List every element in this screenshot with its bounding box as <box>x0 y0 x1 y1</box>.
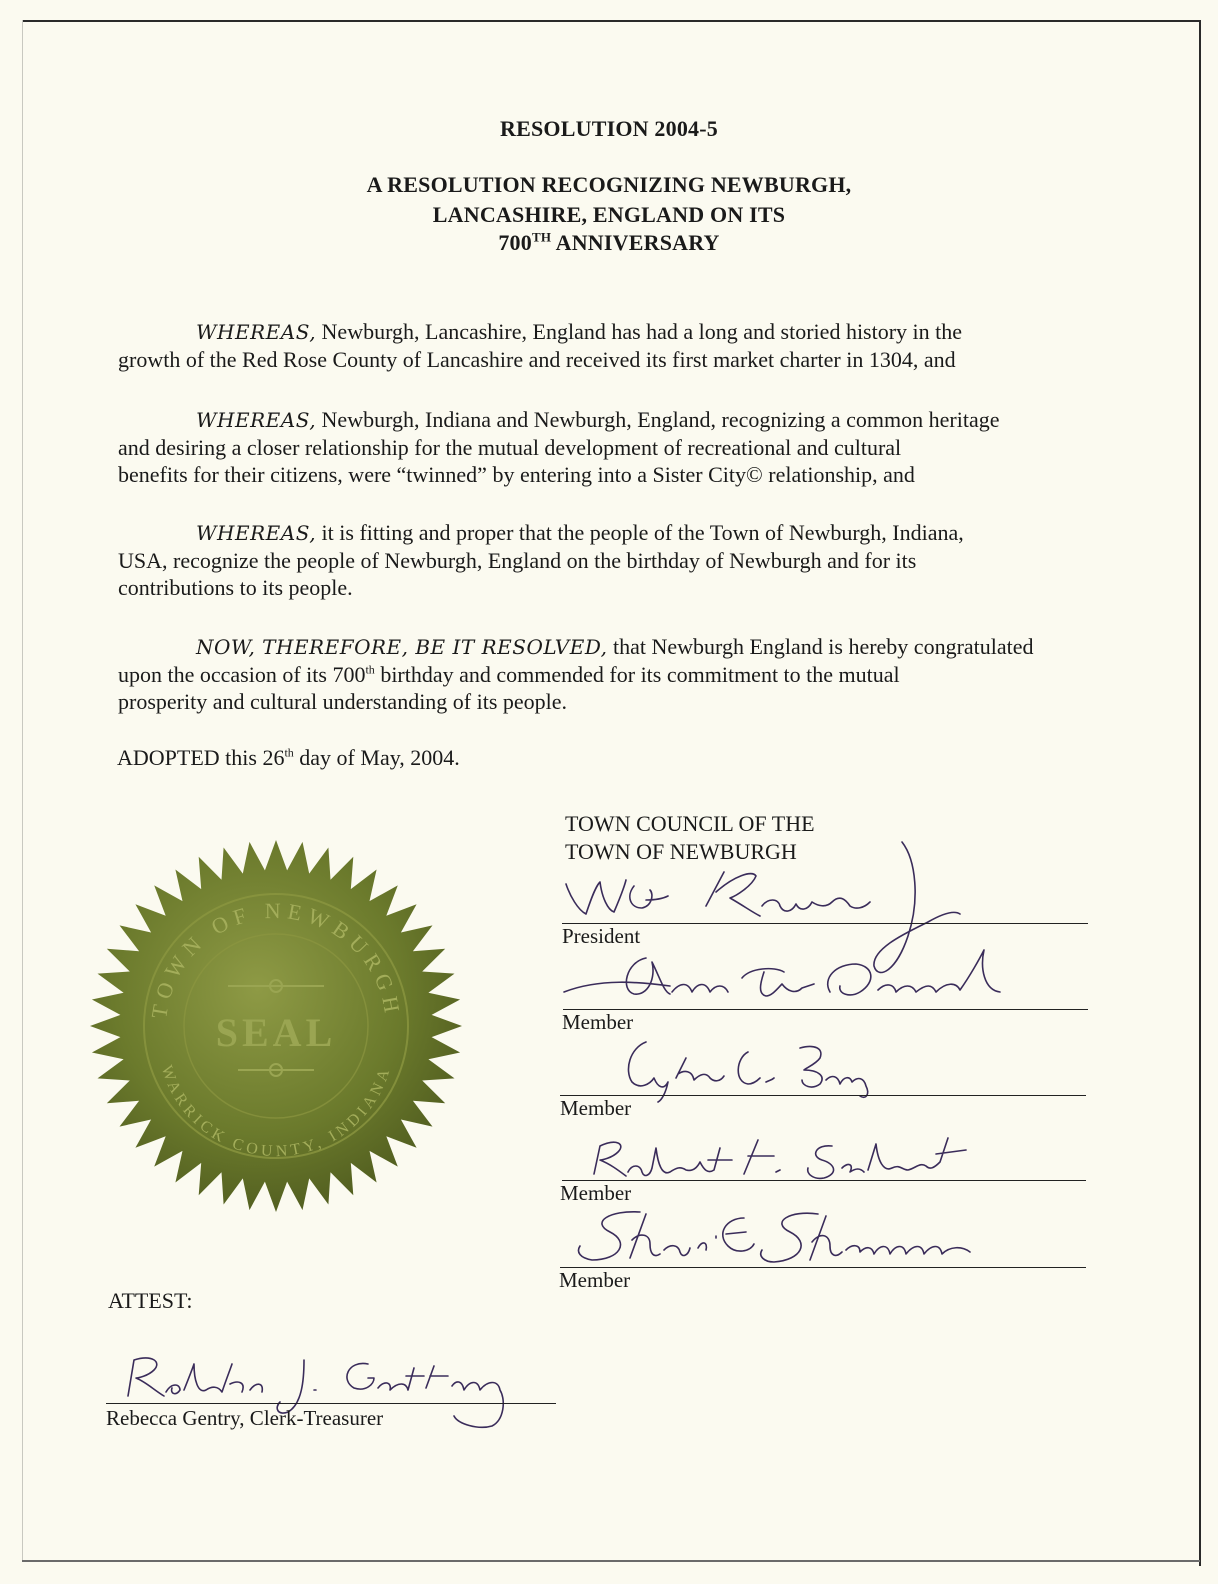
seal-inscription-top: TOWN OF NEWBURGH <box>146 898 406 1021</box>
role-label-member-2: Member <box>560 1096 632 1120</box>
signature-member-1 <box>560 938 1030 1018</box>
whereas-lead: WHEREAS, <box>196 320 317 344</box>
signature-member-2 <box>620 1030 900 1105</box>
signature-line-member-4 <box>560 1267 1086 1268</box>
signature-line-president <box>562 923 1088 924</box>
whereas-paragraph-1: WHEREAS, Newburgh, Lancashire, England has had a long and storied history in the growth of the Red Rose County of Lancashire and received its first market charter in 1304, and <box>118 319 963 372</box>
signature-member-3 <box>586 1128 986 1188</box>
council-heading-line1: TOWN COUNCIL OF THE <box>565 811 815 836</box>
council-heading-line2: TOWN OF NEWBURGH <box>565 839 797 864</box>
role-label-member-4: Member <box>559 1268 631 1292</box>
whereas-lead: WHEREAS, <box>196 521 317 545</box>
resolution-title-line2: LANCASHIRE, ENGLAND ON ITS <box>432 202 786 227</box>
whereas-paragraph-3: WHEREAS, it is fitting and proper that the people of the Town of Newburgh, Indiana, USA, recognize the people of Newburgh, England on the birthday of Newburgh and for its contributions to its people. <box>118 520 964 600</box>
whereas-lead: WHEREAS, <box>196 408 317 432</box>
seal-inscription-bottom: WARRICK COUNTY, INDIANA <box>157 1063 395 1161</box>
resolution-number: RESOLUTION 2004-5 <box>500 116 718 141</box>
resolved-paragraph: NOW, THEREFORE, BE IT RESOLVED, that Newburgh England is hereby congratulated upon the occasion of its 700th birthday and commended for its commitment to the mutual prosperity and cultural understanding of its people. <box>118 634 1034 714</box>
town-seal <box>88 838 464 1214</box>
adopted-date: ADOPTED this 26th day of May, 2004. <box>117 745 460 770</box>
signature-line-member-2 <box>560 1095 1086 1096</box>
signature-line-member-1 <box>563 1009 1088 1010</box>
page-border-bottom <box>22 1560 1200 1562</box>
whereas-paragraph-2: WHEREAS, Newburgh, Indiana and Newburgh, England, recognizing a common heritage and desiring a closer relationship for the mutual development of recreational and cultural benefits for their citizens, were “twinned” by entering into a Sister City© relationship, and <box>118 407 1000 487</box>
attest-label: ATTEST: <box>108 1288 193 1313</box>
seal-center-text: SEAL <box>215 1010 337 1055</box>
role-label-president: President <box>562 924 641 948</box>
signature-line-clerk <box>106 1403 556 1404</box>
page-border-top <box>22 20 1200 22</box>
signature-member-4 <box>570 1200 990 1275</box>
resolution-title-line1: A RESOLUTION RECOGNIZING NEWBURGH, <box>366 172 852 197</box>
resolution-title-line3: 700TH ANNIVERSARY <box>498 229 720 255</box>
clerk-name: Rebecca Gentry, Clerk-Treasurer <box>106 1406 384 1430</box>
role-label-member-3: Member <box>560 1181 632 1205</box>
role-label-member-1: Member <box>562 1010 634 1034</box>
resolved-lead: NOW, THEREFORE, BE IT RESOLVED, <box>196 635 608 659</box>
signature-line-member-3 <box>562 1180 1086 1181</box>
